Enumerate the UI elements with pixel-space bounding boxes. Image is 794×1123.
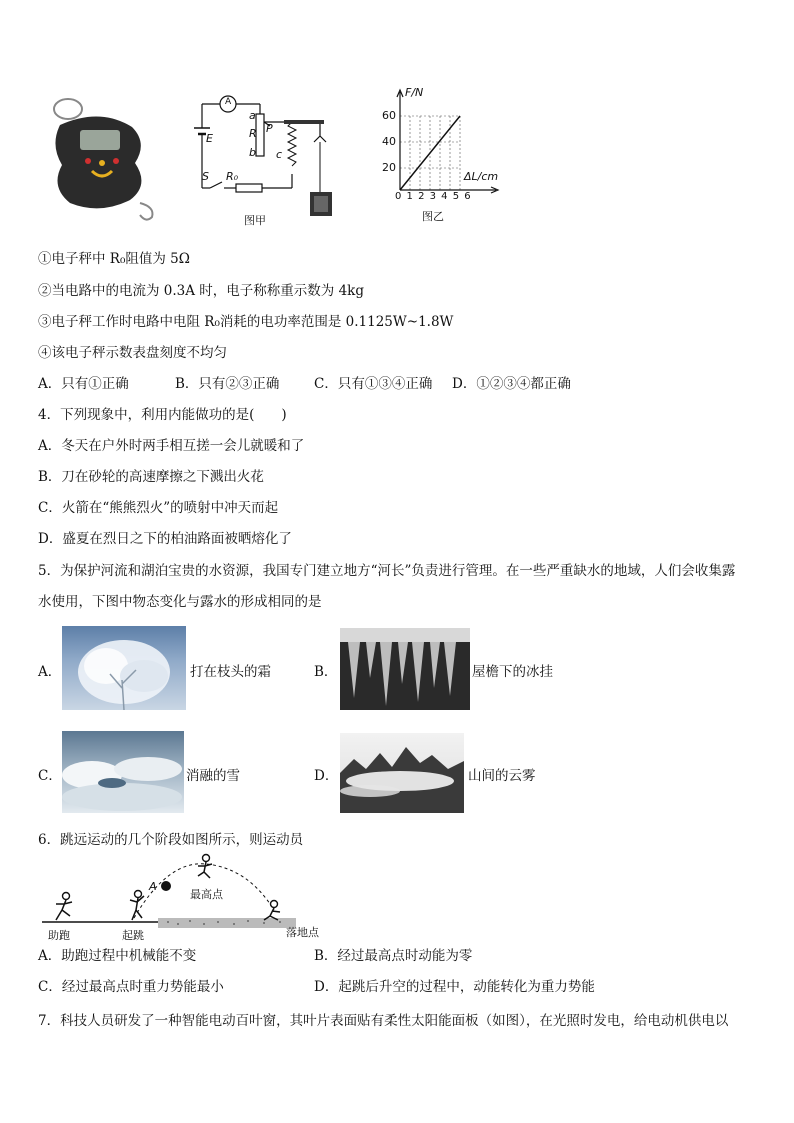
statement-3: ③电子秤工作时电路中电阻 R₀消耗的电功率范围是 0.1125W~1.8W (38, 314, 454, 330)
electronic-scale-photo (40, 95, 170, 225)
icicles-photo (340, 628, 470, 710)
highest-point-label: 最高点 (190, 888, 223, 901)
q3-option-b: B．只有②③正确 (175, 376, 280, 392)
ammeter-label: A (225, 97, 232, 107)
q6-stem: 6．跳远运动的几个阶段如图所示，则运动员 (38, 832, 304, 848)
q5-option-a-caption: 打在枝头的霜 (190, 664, 271, 680)
q5-option-a-letter: A． (38, 664, 62, 680)
q4-stem: 4．下列现象中，利用内能做功的是( ) (38, 407, 287, 423)
spring-label: c (276, 148, 283, 161)
graph-ytick-60: 60 (382, 109, 396, 122)
end-a-label: a (249, 109, 256, 122)
circuit-caption: 图甲 (244, 214, 266, 227)
q5-option-c-letter: C． (38, 768, 62, 784)
q5-option-c-caption: 消融的雪 (186, 768, 240, 784)
q3-option-c: C．只有①③④正确 (314, 376, 433, 392)
q6-option-b: B．经过最高点时动能为零 (314, 948, 473, 964)
q3-option-d: D．①②③④都正确 (452, 376, 571, 392)
slider-label: P (266, 122, 273, 135)
q7-stem: 7．科技人员研发了一种智能电动百叶窗，其叶片表面贴有柔性太阳能面板（如图），在光照时发电，给电动机供电以 (38, 1013, 729, 1029)
q6-option-d: D．起跳后升空的过程中，动能转化为重力势能 (314, 979, 595, 995)
q4-option-a: A．冬天在户外时两手相互搓一会儿就暖和了 (38, 438, 305, 454)
point-a-label: A (149, 880, 157, 893)
q3-option-a: A．只有①正确 (38, 376, 129, 392)
mountain-fog-photo (340, 733, 464, 813)
q5-option-d-letter: D． (314, 768, 339, 784)
graph-xticks: 0 1 2 3 4 5 6 (395, 191, 472, 202)
q5-option-b-caption: 屋檐下的冰挂 (472, 664, 553, 680)
end-b-label: b (249, 146, 256, 159)
landing-label: 落地点 (286, 926, 319, 939)
q5-stem-line1: 5．为保护河流和湖泊宝贵的水资源，我国专门建立地方“河长”负责进行管理。在一些严重缺水的地域，人们会收集露 (38, 563, 736, 579)
graph-ylabel: F/N (405, 86, 424, 99)
takeoff-label: 起跳 (122, 929, 144, 942)
q5-option-d-caption: 山间的云雾 (468, 768, 536, 784)
graph-xlabel: ΔL/cm (464, 170, 499, 183)
graph-ytick-20: 20 (382, 161, 396, 174)
graph-ytick-40: 40 (382, 135, 396, 148)
long-jump-figure (38, 852, 338, 942)
resistor-label: R (249, 127, 257, 140)
q4-option-b: B．刀在砂轮的高速摩擦之下溅出火花 (38, 469, 264, 485)
q6-option-a: A．助跑过程中机械能不变 (38, 948, 197, 964)
force-extension-graph (378, 84, 508, 224)
frost-photo (62, 626, 186, 710)
q5-option-b-letter: B． (314, 664, 338, 680)
melting-snow-photo (62, 731, 184, 813)
circuit-diagram (192, 92, 352, 232)
statement-2: ②当电路中的电流为 0.3A 时，电子称称重示数为 4kg (38, 283, 365, 299)
run-label: 助跑 (48, 929, 70, 942)
q4-option-c: C．火箭在“熊熊烈火”的喷射中冲天而起 (38, 500, 279, 516)
q6-option-c: C．经过最高点时重力势能最小 (38, 979, 224, 995)
statement-4: ④该电子秤示数表盘刻度不均匀 (38, 345, 227, 361)
emf-label: E (206, 132, 213, 145)
q4-option-d: D．盛夏在烈日之下的柏油路面被晒熔化了 (38, 531, 292, 547)
statement-1: ①电子秤中 R₀阻值为 5Ω (38, 251, 190, 267)
q5-stem-line2: 水使用，下图中物态变化与露水的形成相同的是 (38, 594, 322, 610)
switch-label: S (202, 170, 209, 183)
r0-label: R₀ (226, 170, 239, 183)
graph-caption: 图乙 (422, 210, 444, 223)
